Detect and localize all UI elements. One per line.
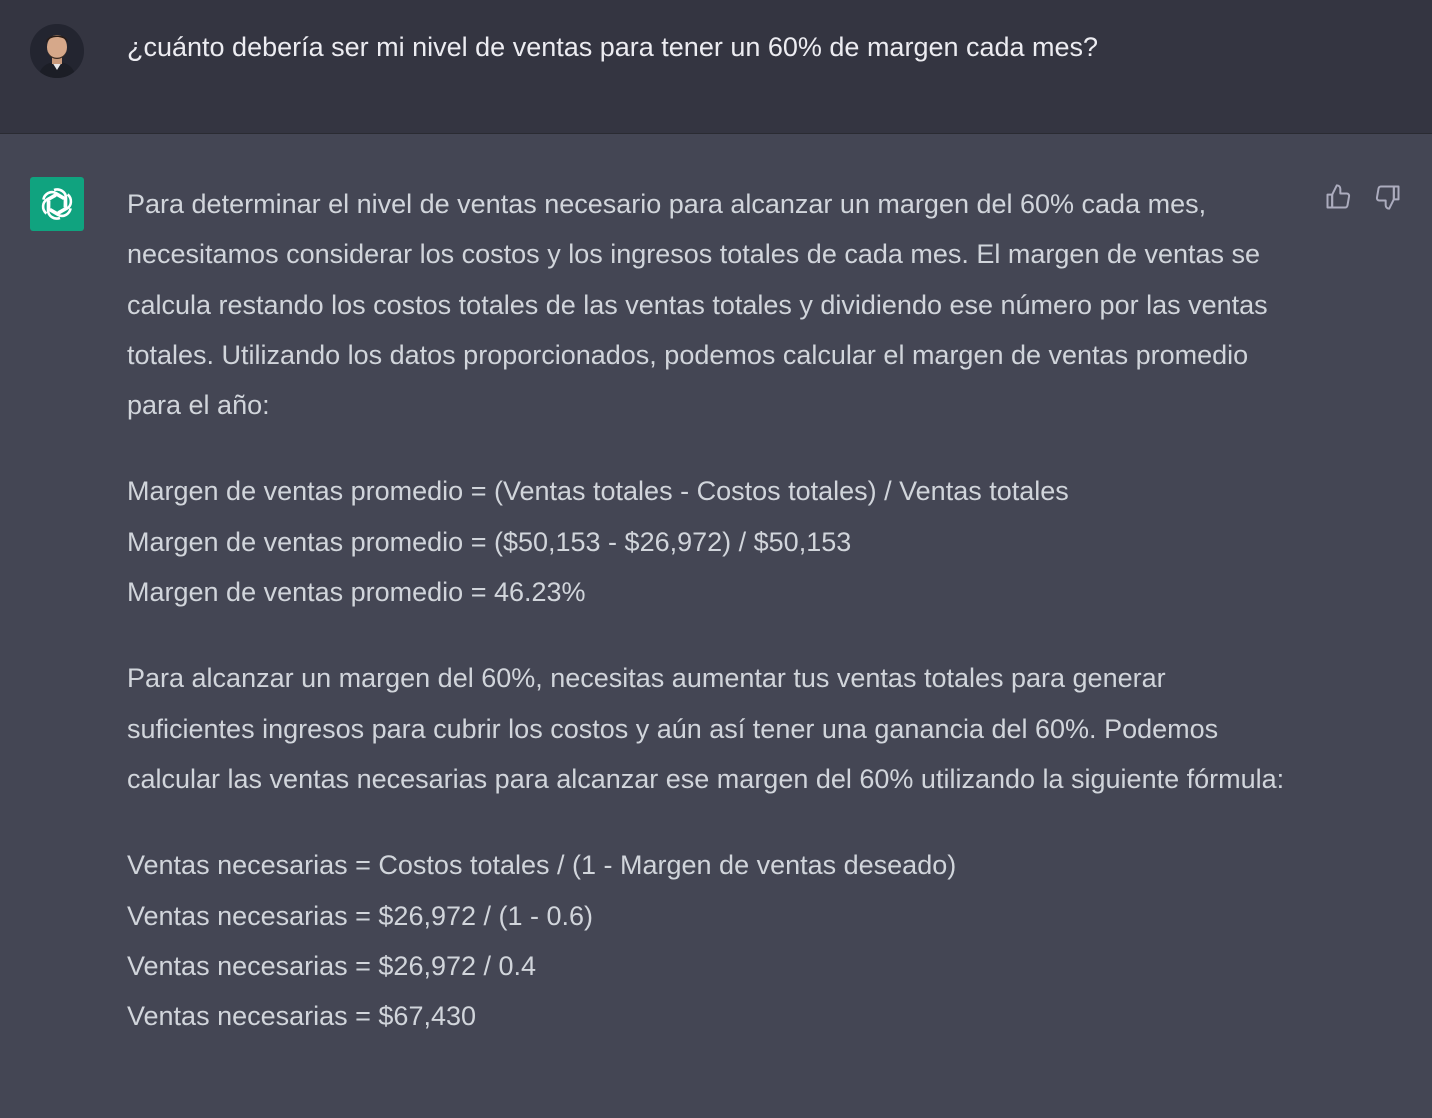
user-message-text: ¿cuánto debería ser mi nivel de ventas para tener un 60% de margen cada mes? (127, 32, 1099, 62)
formula-line: Ventas necesarias = $26,972 / (1 - 0.6) (127, 900, 594, 931)
thumbs-down-icon (1374, 183, 1402, 211)
formula-line: Ventas necesarias = $67,430 (127, 1001, 477, 1032)
formula-line: Margen de ventas promedio = ($50,153 - $26,972) / $50,153 (127, 526, 852, 557)
openai-logo-icon (30, 177, 84, 231)
formula-line: Ventas necesarias = Costos totales / (1 - Margen de ventas deseado) (127, 850, 957, 881)
formula-block-margin (127, 466, 1297, 617)
formula-block-sales (127, 840, 1297, 1041)
formula-line: Margen de ventas promedio = (Ventas totales - Costos totales) / Ventas totales (127, 476, 1069, 507)
formula-line: Ventas necesarias = $26,972 / 0.4 (127, 950, 537, 981)
assistant-paragraph-2: Para alcanzar un margen del 60%, necesitas aumentar tus ventas totales para generar suficientes ingresos para cubrir los costos y aún así tener una ganancia del 60%. Podemos calcular las ventas necesarias para alcanzar ese margen del 60% utilizando la siguiente fórmula: (127, 663, 1285, 794)
thumbs-up-icon (1324, 183, 1352, 211)
thumbs-up-button[interactable] (1323, 182, 1353, 212)
user-message-row (0, 0, 1432, 134)
assistant-message-text (127, 179, 1297, 1077)
formula-line: Margen de ventas promedio = 46.23% (127, 577, 586, 608)
thumbs-down-button[interactable] (1373, 182, 1403, 212)
assistant-message-row (0, 134, 1432, 1118)
assistant-paragraph-1: Para determinar el nivel de ventas necesario para alcanzar un margen del 60% cada mes, necesitamos considerar los costos y los ingresos totales de cada mes. El margen de ventas se calcula restando los costos totales de las ventas totales y dividiendo ese número por las ventas totales. Utilizando los datos proporcionados, podemos calcular el margen de ventas promedio para el año: (127, 189, 1268, 421)
user-avatar (30, 24, 84, 78)
